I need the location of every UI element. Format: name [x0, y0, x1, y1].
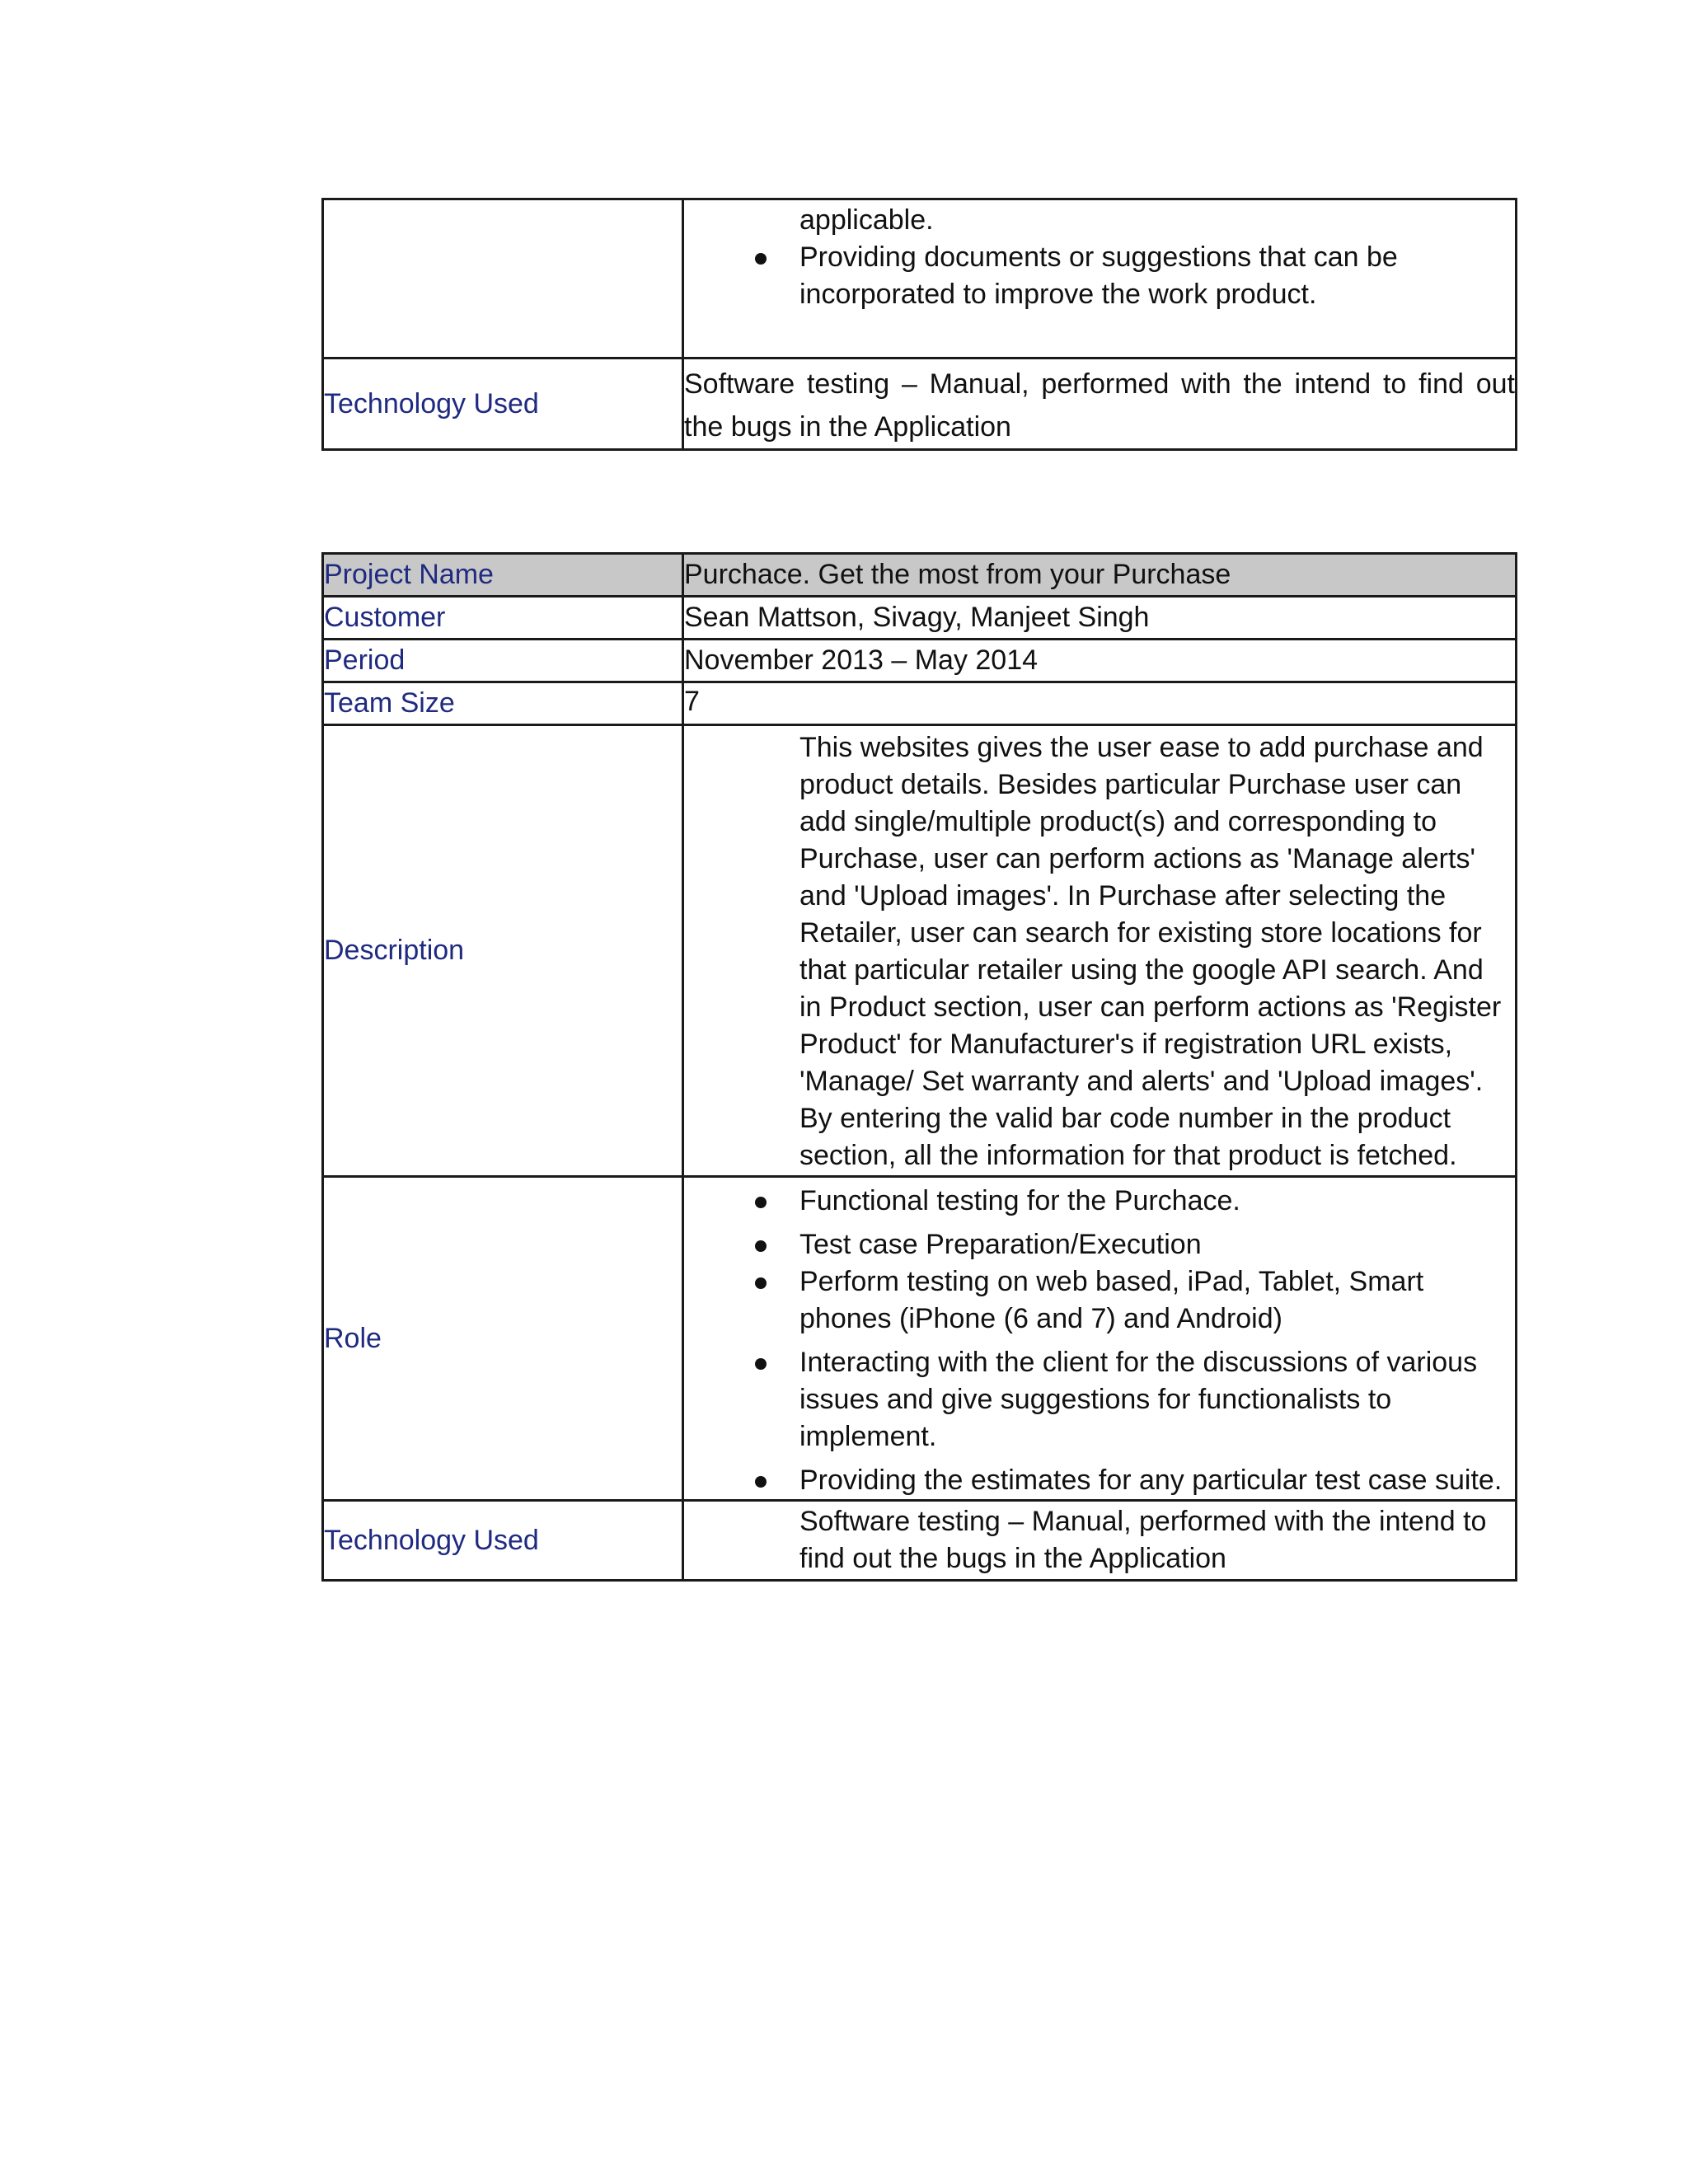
technology-value: Software testing – Manual, performed with the intend to find out the bugs in the Application: [683, 359, 1517, 450]
customer-label: Customer: [323, 597, 683, 640]
technology-value: Software testing – Manual, performed with the intend to find out the bugs in the Application: [799, 1506, 1487, 1574]
empty-label-cell: [323, 199, 683, 359]
technology-label: Technology Used: [323, 359, 683, 450]
bullet-icon: [755, 253, 767, 265]
team-size-value: 7: [683, 682, 1517, 725]
project-name-row: [323, 554, 1517, 597]
team-size-label: Team Size: [323, 682, 683, 725]
description-row: [323, 725, 1517, 1177]
role-cell: [683, 1177, 1517, 1501]
list-item-text: Test case Preparation/Execution: [799, 1229, 1202, 1260]
list-item: [684, 1462, 1515, 1499]
period-value: November 2013 – May 2014: [683, 640, 1517, 682]
customer-row: [323, 597, 1517, 640]
description-label: Description: [323, 725, 683, 1177]
list-item: [684, 1226, 1515, 1263]
list-item-text: Perform testing on web based, iPad, Tablet, Smart phones (iPhone (6 and 7) and Android): [799, 1266, 1424, 1334]
project-table-purchace: [321, 552, 1517, 1582]
role-label: Role: [323, 1177, 683, 1501]
list-item-text: Functional testing for the Purchace.: [799, 1185, 1240, 1216]
list-item: [684, 239, 1515, 313]
continued-bullet-list: [684, 239, 1515, 313]
technology-cell: [683, 1501, 1517, 1581]
bullet-icon: [755, 1240, 767, 1252]
project-name-label: Project Name: [323, 554, 683, 597]
bullet-icon: [755, 1277, 767, 1289]
role-row: [323, 1177, 1517, 1501]
continued-text: applicable.: [799, 204, 934, 236]
list-item-text: Providing documents or suggestions that can be incorporated to improve the work product.: [799, 241, 1398, 310]
description-cell: [683, 725, 1517, 1177]
technology-row: [323, 1501, 1517, 1581]
list-item-text: Providing the estimates for any particular test case suite.: [799, 1465, 1503, 1496]
list-item: [684, 1263, 1515, 1338]
list-item: [684, 1183, 1515, 1220]
description-value: This websites gives the user ease to add purchase and product details. Besides particular Purchase user can add single/multiple product(s) and corresponding to Purchase, user can perform actions as 'Manage alerts' and 'Upload images'. In Purchase after selecting the Retailer, user can search for existing store locations for that particular retailer using the google API search. And in Product section, user can perform actions as 'Register Product' for Manufacturer's if registration URL exists, 'Manage/ Set warranty and alerts' and 'Upload images'. By entering the valid bar code number in the product section, all the information for that product is fetched.: [799, 732, 1502, 1171]
list-item: [684, 1344, 1515, 1455]
period-label: Period: [323, 640, 683, 682]
role-list: [684, 1183, 1515, 1499]
bullet-icon: [755, 1197, 767, 1208]
customer-value: Sean Mattson, Sivagy, Manjeet Singh: [683, 597, 1517, 640]
bullet-icon: [755, 1358, 767, 1370]
bullet-icon: [755, 1476, 767, 1488]
list-item-text: Interacting with the client for the discussions of various issues and give suggestions for functionalists to implement.: [799, 1347, 1478, 1452]
technology-row: [323, 359, 1517, 450]
role-continued-cell: [683, 199, 1517, 359]
project-name-value: Purchace. Get the most from your Purchase: [683, 554, 1517, 597]
technology-label: Technology Used: [323, 1501, 683, 1581]
project-table-continued: [321, 198, 1517, 451]
period-row: [323, 640, 1517, 682]
team-size-row: [323, 682, 1517, 725]
role-continued-row: [323, 199, 1517, 359]
